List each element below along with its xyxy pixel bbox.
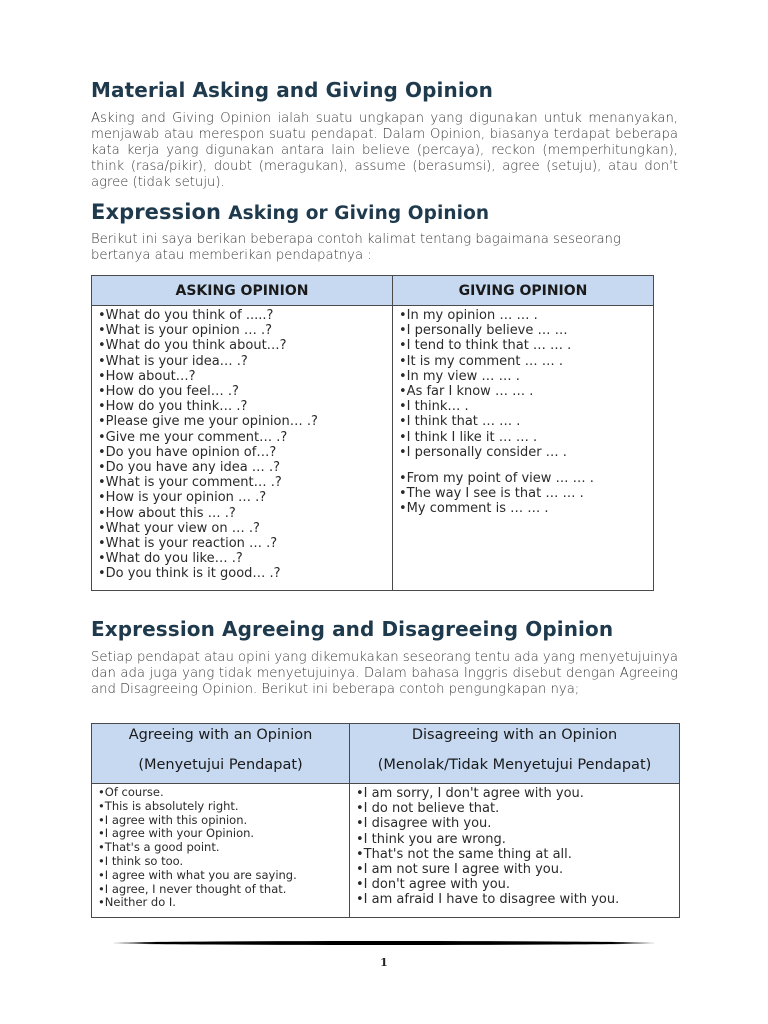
list-item: • Do you have opinion of…? bbox=[98, 445, 386, 460]
asking-opinion-header: ASKING OPINION bbox=[92, 276, 393, 306]
list-item: • I am sorry, I don't agree with you. bbox=[356, 786, 673, 801]
title-part-expression: Expression bbox=[91, 200, 222, 224]
disagreeing-list bbox=[356, 786, 673, 908]
list-item: • How do you think… .? bbox=[98, 399, 386, 414]
asking-opinion-list bbox=[98, 308, 386, 582]
list-item: • From my point of view … … . bbox=[399, 471, 647, 486]
agreeing-header-title: Agreeing with an Opinion bbox=[128, 727, 313, 743]
list-item: • That's a good point. bbox=[98, 841, 343, 855]
list-item: • That's not the same thing at all. bbox=[356, 847, 673, 862]
list-item: • I tend to think that … … . bbox=[399, 338, 647, 353]
list-item: • What is your opinion … .? bbox=[98, 323, 386, 338]
disagreeing-header bbox=[350, 724, 680, 784]
list-item: • In my opinion … … . bbox=[399, 308, 647, 323]
list-gap bbox=[399, 460, 647, 471]
section-title-agreeing-disagreeing: Expression Agreeing and Disagreeing Opinion bbox=[91, 617, 614, 641]
section-title-expression-asking bbox=[91, 200, 489, 224]
list-item: • I am afraid I have to disagree with you. bbox=[356, 892, 673, 907]
list-item: • How do you feel… .? bbox=[98, 384, 386, 399]
asking-giving-table bbox=[91, 275, 654, 591]
examples-intro-paragraph: Berikut ini saya berikan beberapa contoh kalimat tentang bagaimana seseorang bertanya atau memberikan pendapatnya : bbox=[91, 232, 621, 263]
list-item: • What your view on … .? bbox=[98, 521, 386, 536]
list-item: • As far I know … … . bbox=[399, 384, 647, 399]
list-item: • Do you think is it good… .? bbox=[98, 566, 386, 581]
list-item: • What do you like… .? bbox=[98, 551, 386, 566]
disagreeing-cell bbox=[350, 784, 680, 918]
list-item: • How about this … .? bbox=[98, 506, 386, 521]
list-item: • This is absolutely right. bbox=[98, 800, 343, 814]
list-item: • Give me your comment… .? bbox=[98, 430, 386, 445]
list-item: • I do not believe that. bbox=[356, 801, 673, 816]
list-item: • I think so too. bbox=[98, 855, 343, 869]
section-title-asking-giving: Material Asking and Giving Opinion bbox=[91, 78, 493, 102]
page-number: 1 bbox=[380, 956, 388, 969]
list-item: • I think that … … . bbox=[399, 414, 647, 429]
agree-disagree-table bbox=[91, 723, 680, 918]
asking-opinion-cell bbox=[92, 306, 393, 591]
agreeing-list bbox=[98, 786, 343, 910]
agreeing-cell bbox=[92, 784, 350, 918]
list-item: • What is your reaction … .? bbox=[98, 536, 386, 551]
giving-opinion-cell bbox=[393, 306, 654, 591]
list-item: • What is your comment… .? bbox=[98, 475, 386, 490]
list-item: • Of course. bbox=[98, 786, 343, 800]
list-item: • How about…? bbox=[98, 369, 386, 384]
disagreeing-header-subtitle: (Menolak/Tidak Menyetujui Pendapat) bbox=[377, 757, 652, 773]
list-item: • I am not sure I agree with you. bbox=[356, 862, 673, 877]
list-item: • In my view … … . bbox=[399, 369, 647, 384]
list-item: • I agree with your Opinion. bbox=[98, 827, 343, 841]
title-part-asking-giving: Asking or Giving Opinion bbox=[228, 203, 490, 224]
list-item: • Please give me your opinion… .? bbox=[98, 414, 386, 429]
list-item: • It is my comment … … . bbox=[399, 354, 647, 369]
agreeing-header bbox=[92, 724, 350, 784]
giving-opinion-list-extra bbox=[399, 471, 647, 517]
agree-intro-paragraph: Setiap pendapat atau opini yang dikemukakan seseorang tentu ada yang menyetujuinya dan ada juga yang tidak menyetujuinya. Dalam bahasa Inggris disebut dengan Agreeing and Disagreeing Opinion. Berikut ini beberapa contoh pengungkapan nya; bbox=[91, 650, 678, 697]
list-item: • Do you have any idea … .? bbox=[98, 460, 386, 475]
list-item: • I agree with this opinion. bbox=[98, 814, 343, 828]
list-item: • Neither do I. bbox=[98, 896, 343, 910]
list-item: • How is your opinion … .? bbox=[98, 490, 386, 505]
giving-opinion-header: GIVING OPINION bbox=[393, 276, 654, 306]
list-item: • I think… . bbox=[399, 399, 647, 414]
list-item: • I think I like it … … . bbox=[399, 430, 647, 445]
intro-paragraph: Asking and Giving Opinion ialah suatu ungkapan yang digunakan untuk menanyakan, menjawab atau merespon suatu pendapat. Dalam Opinion, biasanya terdapat beberapa kata kerja yang digunakan antara lain believe (percaya), reckon (memperhitungkan), think (rasa/pikir), doubt (meragukan), assume (berasumsi), agree (setuju), atau don't agree (tidak setuju). bbox=[91, 111, 678, 190]
list-item: • What do you think of .....? bbox=[98, 308, 386, 323]
list-item: • I think you are wrong. bbox=[356, 832, 673, 847]
list-item: • I personally believe … … bbox=[399, 323, 647, 338]
list-item: • The way I see is that … … . bbox=[399, 486, 647, 501]
list-item: • I disagree with you. bbox=[356, 816, 673, 831]
list-item: • I agree with what you are saying. bbox=[98, 869, 343, 883]
list-item: • What do you think about…? bbox=[98, 338, 386, 353]
list-item: • My comment is … … . bbox=[399, 501, 647, 516]
agreeing-header-subtitle: (Menyetujui Pendapat) bbox=[138, 757, 303, 773]
list-item: • I agree, I never thought of that. bbox=[98, 883, 343, 897]
giving-opinion-list bbox=[399, 308, 647, 460]
list-item: • I don't agree with you. bbox=[356, 877, 673, 892]
disagreeing-header-title: Disagreeing with an Opinion bbox=[411, 727, 618, 743]
list-item: • What is your idea… .? bbox=[98, 354, 386, 369]
footer-divider bbox=[113, 941, 655, 945]
list-item: • I personally consider … . bbox=[399, 445, 647, 460]
